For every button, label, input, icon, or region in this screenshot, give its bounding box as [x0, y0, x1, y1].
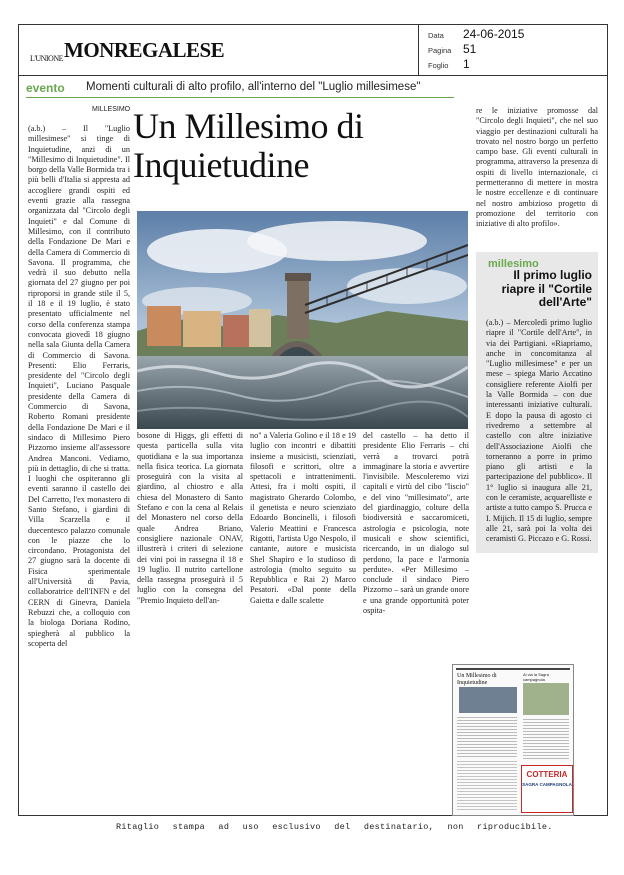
sidebar-kicker: millesimo	[488, 258, 539, 270]
thumb-text-block-right	[523, 719, 569, 759]
page-thumbnail	[452, 664, 574, 816]
meta-date-label: Data	[428, 31, 444, 40]
header-divider	[418, 24, 419, 75]
meta-date-value: 24-06-2015	[463, 27, 525, 41]
meta-sheet-label: Foglio	[428, 61, 449, 70]
thumb-photo	[459, 687, 517, 713]
header-rule	[18, 75, 608, 76]
thumb-text-block-lower	[457, 761, 517, 811]
thumb-side-headline: Al via la Sagra campagnola	[523, 672, 549, 682]
logo-prefix: L'UNIONE	[30, 54, 63, 63]
article-column-1: (a.b.) – Il "Luglio millesimese" si tinge di Inquietudine, anzi di un "Millesimo di Inquietudine". Il borgo della Valle Bormida tra i più belli d'Italia si appresta ad accogliere grandi ospiti ed eventi grazie alla rassegna organizzata dal "Circolo degli Inquieti" e dal Comune di Millesimo, con il contributo della Fondazione De Mari e della Camera di Commercio di Savona. Il programma, che vedrà il suo debutto nella giornata del 27 giugno per poi riproporsi in grande stile il 5, il 18 e il 19 luglio, è stato presentato ufficialmente nel corso della conferenza stampa convocata giovedì 18 giugno nella sala Giunta della Camera di Commercio di Savona. Presenti: Elio Ferraris, presidente del "Circolo degli Inquieti", Luciano Pasquale presidente della Camera di Commercio di Savona, Roberto Romani presidente della Fondazione De Mari e il sindaco di Millesimo Piero Pizzorno insieme all'assessore Andrea Manconi. Vediamo, più in dettaglio, di che si tratta. I luoghi che ospiteranno gli eventi saranno il castello dei Del Carretto, l'ex monastero di Santo Stefano, i giardini di Villa Scarzella e il duecentesco palazzo comunale con le piazze che lo circondano. Protagonista del 27 giugno sarà la docente di Fisica sperimentale all'Università di Pavia, collaboratrice dell'INFN e del CERN di Ginevra, Daniela Rebuzzi che, a colloquio con la biologa Doriana Rodino, spiegherà al pubblico la scoperta del	[28, 124, 130, 648]
kicker-rule	[26, 97, 454, 98]
article-section: MILLESIMO	[92, 106, 131, 113]
article-title: Un Millesimo di Inquietudine	[133, 106, 364, 185]
article-column-5: re le iniziative promosse dal "Circolo degli Inquieti", che nel suo viaggio per destinazioni culturali ha trovato nel nostro borgo un perfetto campo base. Gli eventi culturali in programma, attraverso la presenza di ospiti di livello internazionale, ci permetteranno di mettere in mostra le nostre eccellenze e di continuare nel nostro ambizioso progetto di promozione del territorio con iniziative di alto profilo».	[476, 106, 598, 229]
article-photo	[137, 211, 468, 429]
thumb-text-block	[457, 717, 517, 757]
thumb-ad-sub: SAGRA CAMPAGNOLA	[522, 782, 572, 787]
article-column-4: del castello – ha detto il presidente Elio Ferraris – chi verrà a trovarci potrà immaginare la storia e avvertire l'invisibile. Mescoleremo vizi capitali e virtù del cibo "liscio" e del vino "millesimato", arte del giardinaggio, colture della biodiversità e saccaromiceti, astrologia e psicologia, note musicali e show scientifici, ricercando, in un dialogo sul perdono, la pace e l'armonia perdute». «Per Millesimo – conclude il sindaco Piero Pizzorno – sarà un grande onore e una grande opportunità poter ospita-	[363, 431, 469, 616]
thumb-ad	[521, 765, 573, 813]
thumb-ad-title: COTTERIA	[526, 770, 568, 779]
thumb-headline: Un Millesimo di Inquietudine	[457, 673, 497, 686]
meta-page-value: 51	[463, 42, 477, 56]
meta-page-label: Pagina	[428, 46, 452, 55]
copyright-notice: Ritaglio stampa ad uso esclusivo del destinatario, non riproducibile.	[116, 822, 553, 832]
kicker-tag: evento	[26, 81, 65, 95]
meta-sheet-value: 1	[463, 57, 470, 71]
logo-name: MONREGALESE	[64, 38, 225, 62]
thumb-side-photo	[523, 683, 569, 715]
sidebar-title: Il primo luglio riapre il "Cortile dell'Arte"	[501, 268, 592, 309]
thumb-masthead	[456, 668, 570, 670]
article-column-3: no" a Valeria Golino e il 18 e 19 luglio con incontri e dibattiti insieme a musicisti, scienziati, filosofi e scrittori, oltre a spettacoli e intrattenimenti. Attesi, fra i molti ospiti, il magistrato Gherardo Colombo, il genetista e neuro scienziato Edoardo Boncinelli, i filosofi Valerio Meattini e Francesca Rigotti, l'artista Ugo Nespolo, il cantante, autore e musicista Shel Shapiro e lo studioso di astrologia (molto seguito su Repubblica e Rai 2) Marco Pesatori. «Dal ponte della Gaietta e dalle scalette	[250, 431, 356, 605]
section-spacer	[130, 112, 131, 122]
sidebar-body: (a.b.) – Mercoledì primo luglio riapre il "Cortile dell'Arte", in via dei Partigiani. «Riapriamo, anche in concomitanza al "Luglio millesimese" e per un mese – spiega Mario Accatino consigliere referente Aiolfi per la Valle Bormida – con due interessanti iniziative culturali. E dopo la pausa di agosto ci rivedremo a settembre al castello con altre iniziative dell'Associazione Aiolfi che torneranno a porre in primo piano gli artisti e la partecipazione del pubblico». Il 1° luglio si inaugura alle 21, con le ceramiste, acquarelliste e artiste a tutto campo S. Prucca e I. Mijich. Il 15 di luglio, sempre alle 21, sarà poi la volta dei ceramisti G. Piccazo e G. Rossi.	[486, 318, 592, 544]
kicker-text: Momenti culturali di alto profilo, all'interno del "Luglio millesimese"	[86, 81, 421, 93]
castle-bridge-photo	[137, 211, 468, 429]
article-column-2: bosone di Higgs, gli effetti di questa particella sulla vita quotidiana e la sua importanza nella fisica teorica. La giornata proseguirà con la visita al giardino, al chiostro e alla chiesa del Monastero di Santo Stefano e con la cena al Relais del Monastero nel corso della quale Andrea Briano, consigliere nazionale ONAV, illustrerà i criteri di selezione dei vini poi in rassegna il 18 e 19 luglio. Il nutrito cartellone della rassegna proseguirà il 5 luglio con la consegna del "Premio Inquieto dell'an-	[137, 431, 243, 605]
newspaper-logo	[30, 38, 224, 63]
